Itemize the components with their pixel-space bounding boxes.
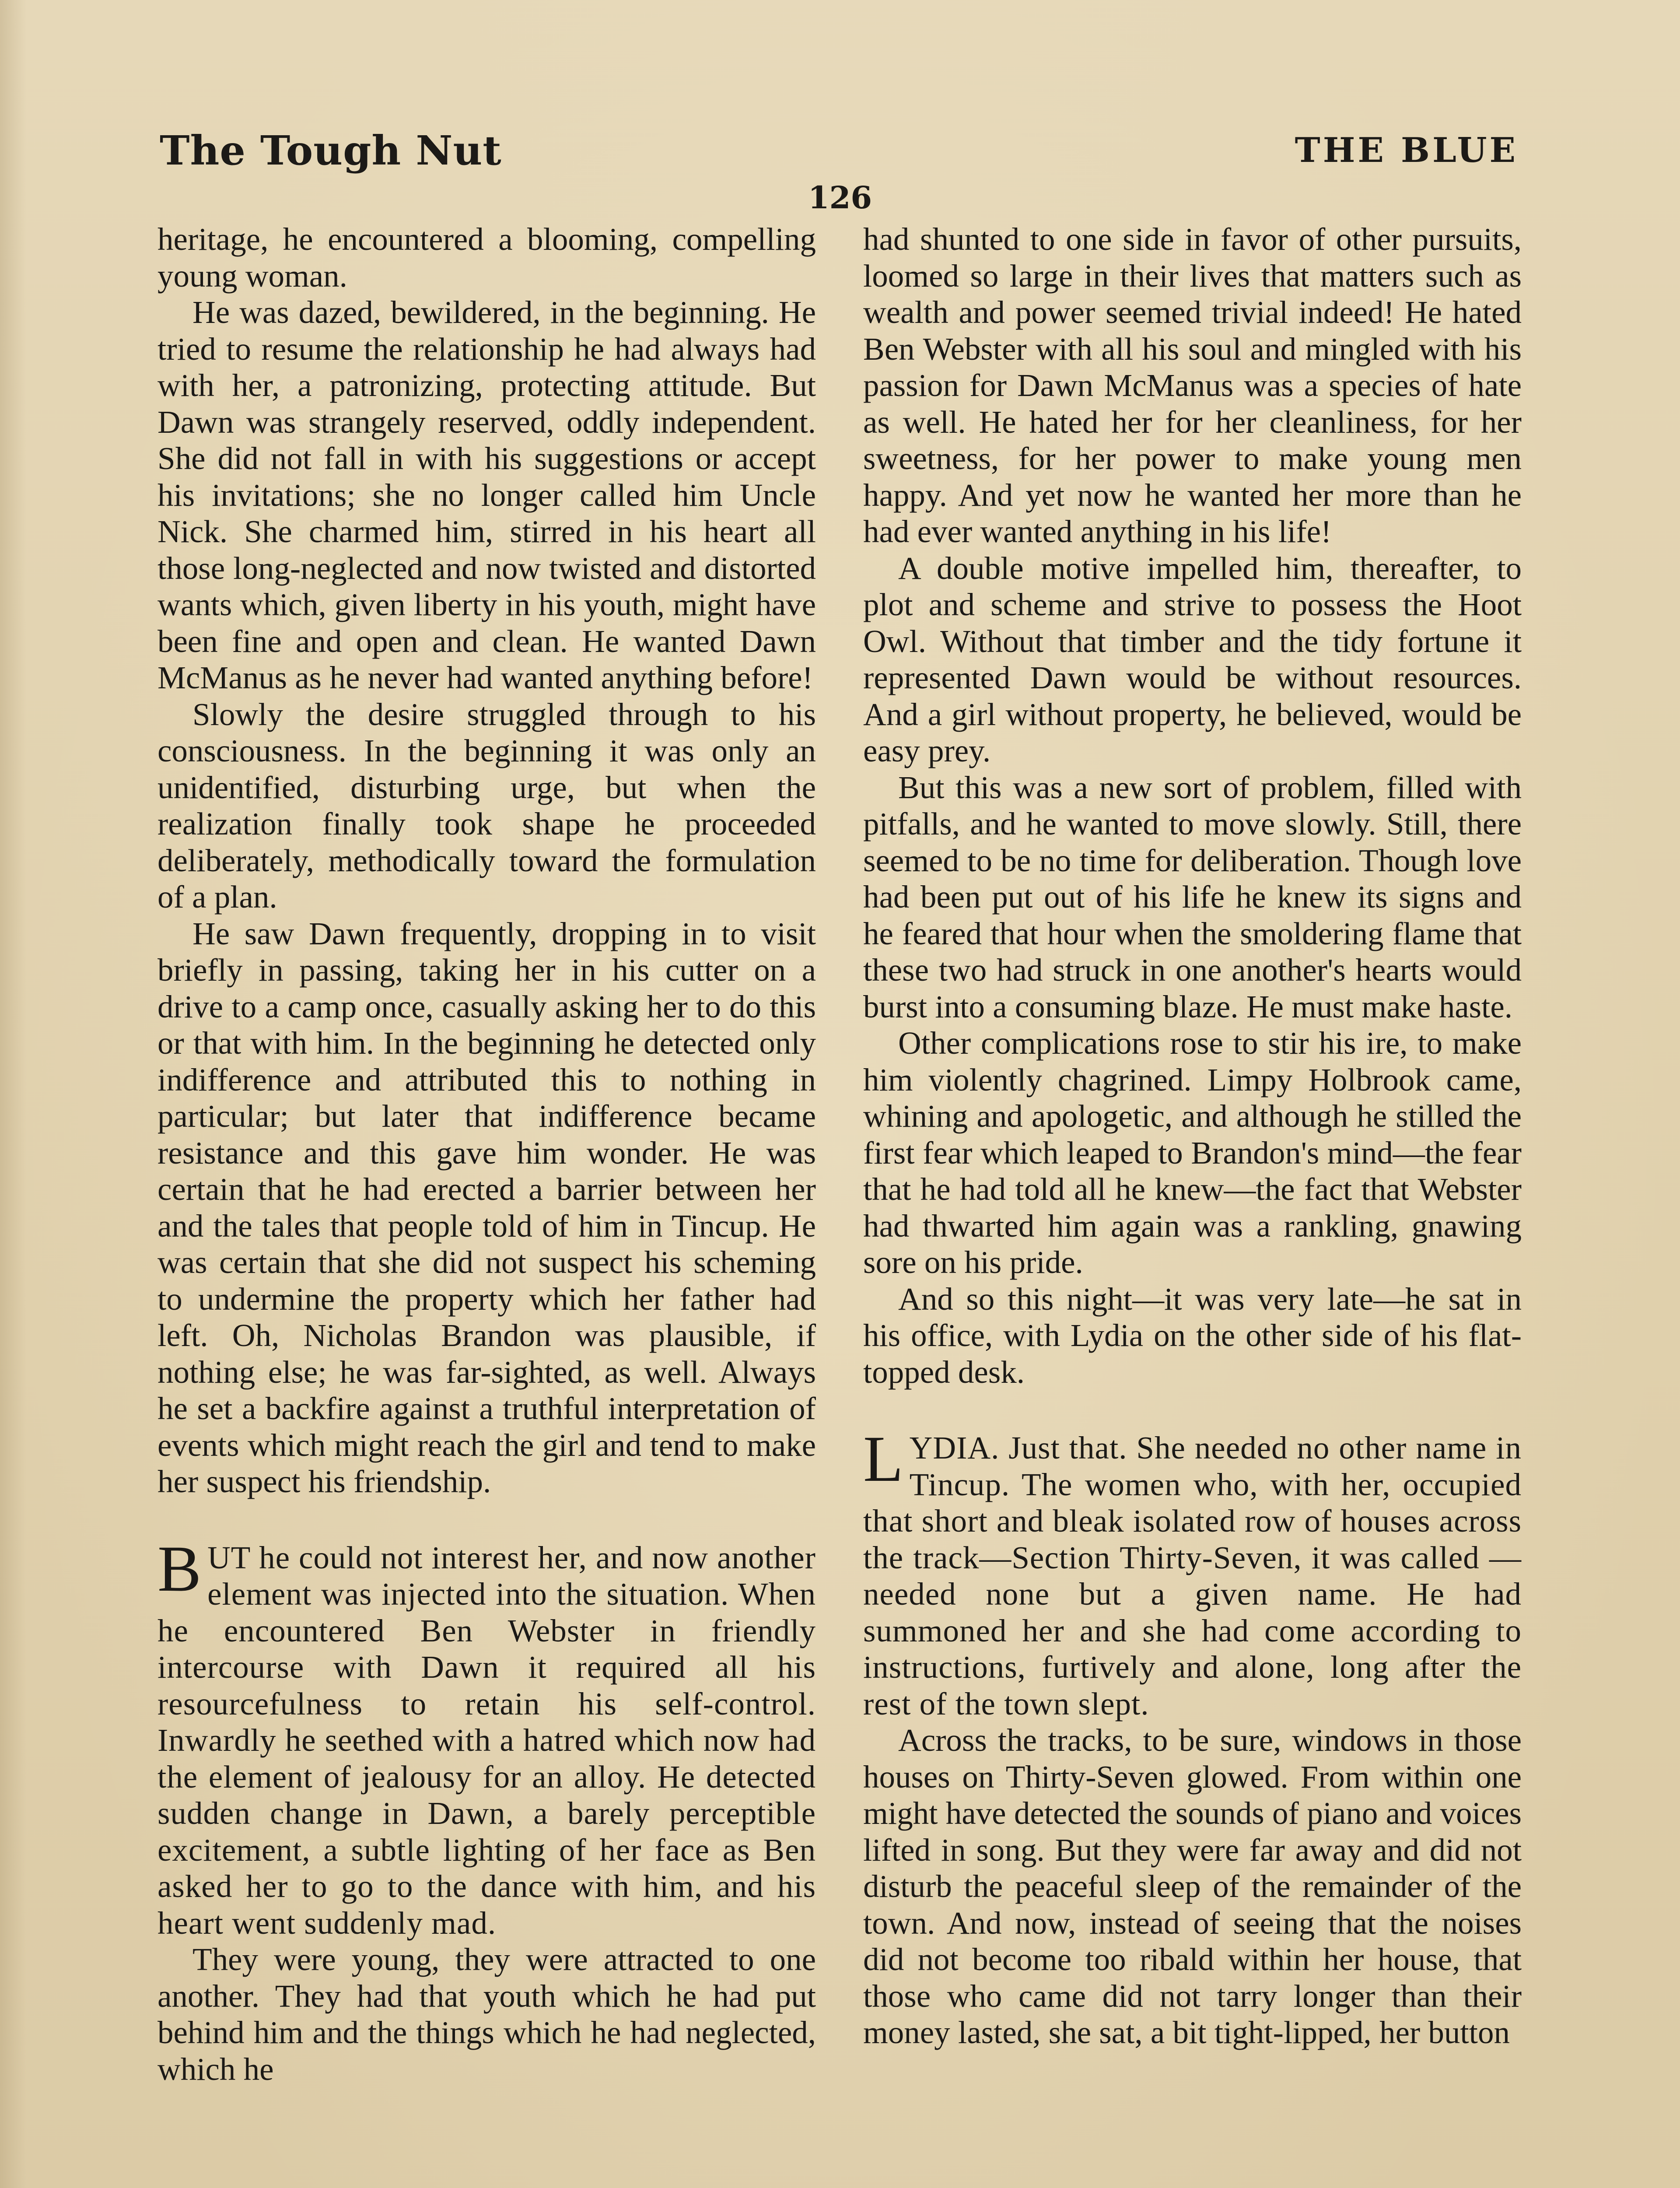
paragraph: Across the tracks, to be sure, windows in those houses on Thirty-Seven glowed. From within one might have detected the sounds of piano and voices lifted in song. But they were far away and did not disturb the peaceful sleep of the remainder of the town. And now, instead of seeing that the noises did not become too ribald within her house, that those who came did not tarry longer than their money lasted, she sat, a bit tight-lipped, her button (863, 1722, 1522, 2050)
magazine-title: THE BLUE (1295, 130, 1518, 170)
running-header (160, 127, 1518, 188)
paragraph-text: UT he could not interest her, and now another element was injected into the situation. When he encountered Ben Webster in friendly intercourse with Dawn it required all his resourcefulness to retain his self-control. Inwardly he seethed with a hatred which now had the element of jealousy for an alloy. He detected sudden change in Dawn, a barely perceptible excitement, a subtle lighting of her face as Ben asked her to go to the dance with him, and his heart went suddenly mad. (158, 1539, 816, 1941)
right-text-column (863, 221, 1522, 2051)
paragraph: And so this night—it was very late—he sat in his office, with Lydia on the other side of his flat-topped desk. (863, 1281, 1522, 1390)
page-edge-shadow (0, 0, 26, 2188)
dropcap-paragraph (863, 1423, 1522, 1722)
story-title: The Tough Nut (160, 127, 502, 174)
paragraph: heritage, he encountered a blooming, compelling young woman. (158, 221, 816, 294)
paragraph: They were young, they were attracted to one another. They had that youth which he had put behind him and the things which he had neglected, which he (158, 1942, 816, 2087)
section-break (158, 1500, 816, 1539)
paragraph: But this was a new sort of problem, filled with pitfalls, and he wanted to move slowly. Still, there seemed to be no time for deliberation. Though love had been put out of his life he knew its signs and he feared that hour when the smoldering flame that these two had struck in one another's hearts would burst into a consuming blaze. He must make haste. (863, 769, 1522, 1024)
section-break (863, 1390, 1522, 1430)
paragraph: Slowly the desire struggled through to his consciousness. In the beginning it was only an unidentified, disturbing urge, but when the realization finally took shape he proceeded deliberately, methodically toward the formulation of a plan. (158, 696, 816, 915)
paragraph: He was dazed, bewildered, in the beginning. He tried to resume the relationship he had always had with her, a patronizing, protecting attitude. But Dawn was strangely reserved, oddly independent. She did not fall in with his suggestions or accept his invitations; she no longer called him Uncle Nick. She charmed him, stirred in his heart all those long-neglected and now twisted and distorted wants which, given liberty in his youth, might have been fine and open and clean. He wanted Dawn McManus as he never had wanted anything before! (158, 295, 816, 695)
drop-cap-letter: B (158, 1532, 202, 1605)
paragraph: He saw Dawn frequently, dropping in to visit briefly in passing, taking her in his cutter on a drive to a camp once, casually asking her to do this or that with him. In the beginning he detected only indifference and attributed this to nothing in particular; but later that indifference became resistance and this gave him wonder. He was certain that he had erected a barrier between her and the tales that people told of him in Tincup. He was certain that she did not suspect his scheming to undermine the property which her father had left. Oh, Nicholas Brandon was plausible, if nothing else; he was far-sighted, as well. Always he set a backfire against a truthful interpretation of events which might reach the girl and tend to make her suspect his friendship. (158, 915, 816, 1499)
paragraph: had shunted to one side in favor of other pursuits, loomed so large in their lives that matters such as wealth and power seemed trivial indeed! He hated Ben Webster with all his soul and mingled with his passion for Dawn McManus was a species of hate as well. He hated her for her cleanliness, for her sweetness, for her power to make young men happy. And yet now he wanted her more than he had ever wanted anything in his life! (863, 221, 1522, 549)
paragraph: A double motive impelled him, thereafter, to plot and scheme and strive to possess the Hoot Owl. Without that timber and the tidy fortune it represented Dawn would be without resources. And a girl without property, he believed, would be easy prey. (863, 550, 1522, 768)
paragraph-text: YDIA. Just that. She needed no other name in Tincup. The women who, with her, occupied that short and bleak isolated row of houses across the track—Section Thirty-Seven, it was called —needed none but a given name. He had summoned her and she had come according to instructions, furtively and alone, long after the rest of the town slept. (863, 1430, 1522, 1722)
left-text-column (158, 221, 816, 2087)
page-number: 126 (808, 179, 872, 216)
drop-cap-letter: L (863, 1423, 903, 1495)
dropcap-paragraph (158, 1532, 816, 1942)
paragraph: Other complications rose to stir his ire, to make him violently chagrined. Limpy Holbrook came, whining and apologetic, and although he stilled the first fear which leaped to Brandon's mind—the fear that he had told all he knew—the fact that Webster had thwarted him again was a rankling, gnawing sore on his pride. (863, 1025, 1522, 1280)
